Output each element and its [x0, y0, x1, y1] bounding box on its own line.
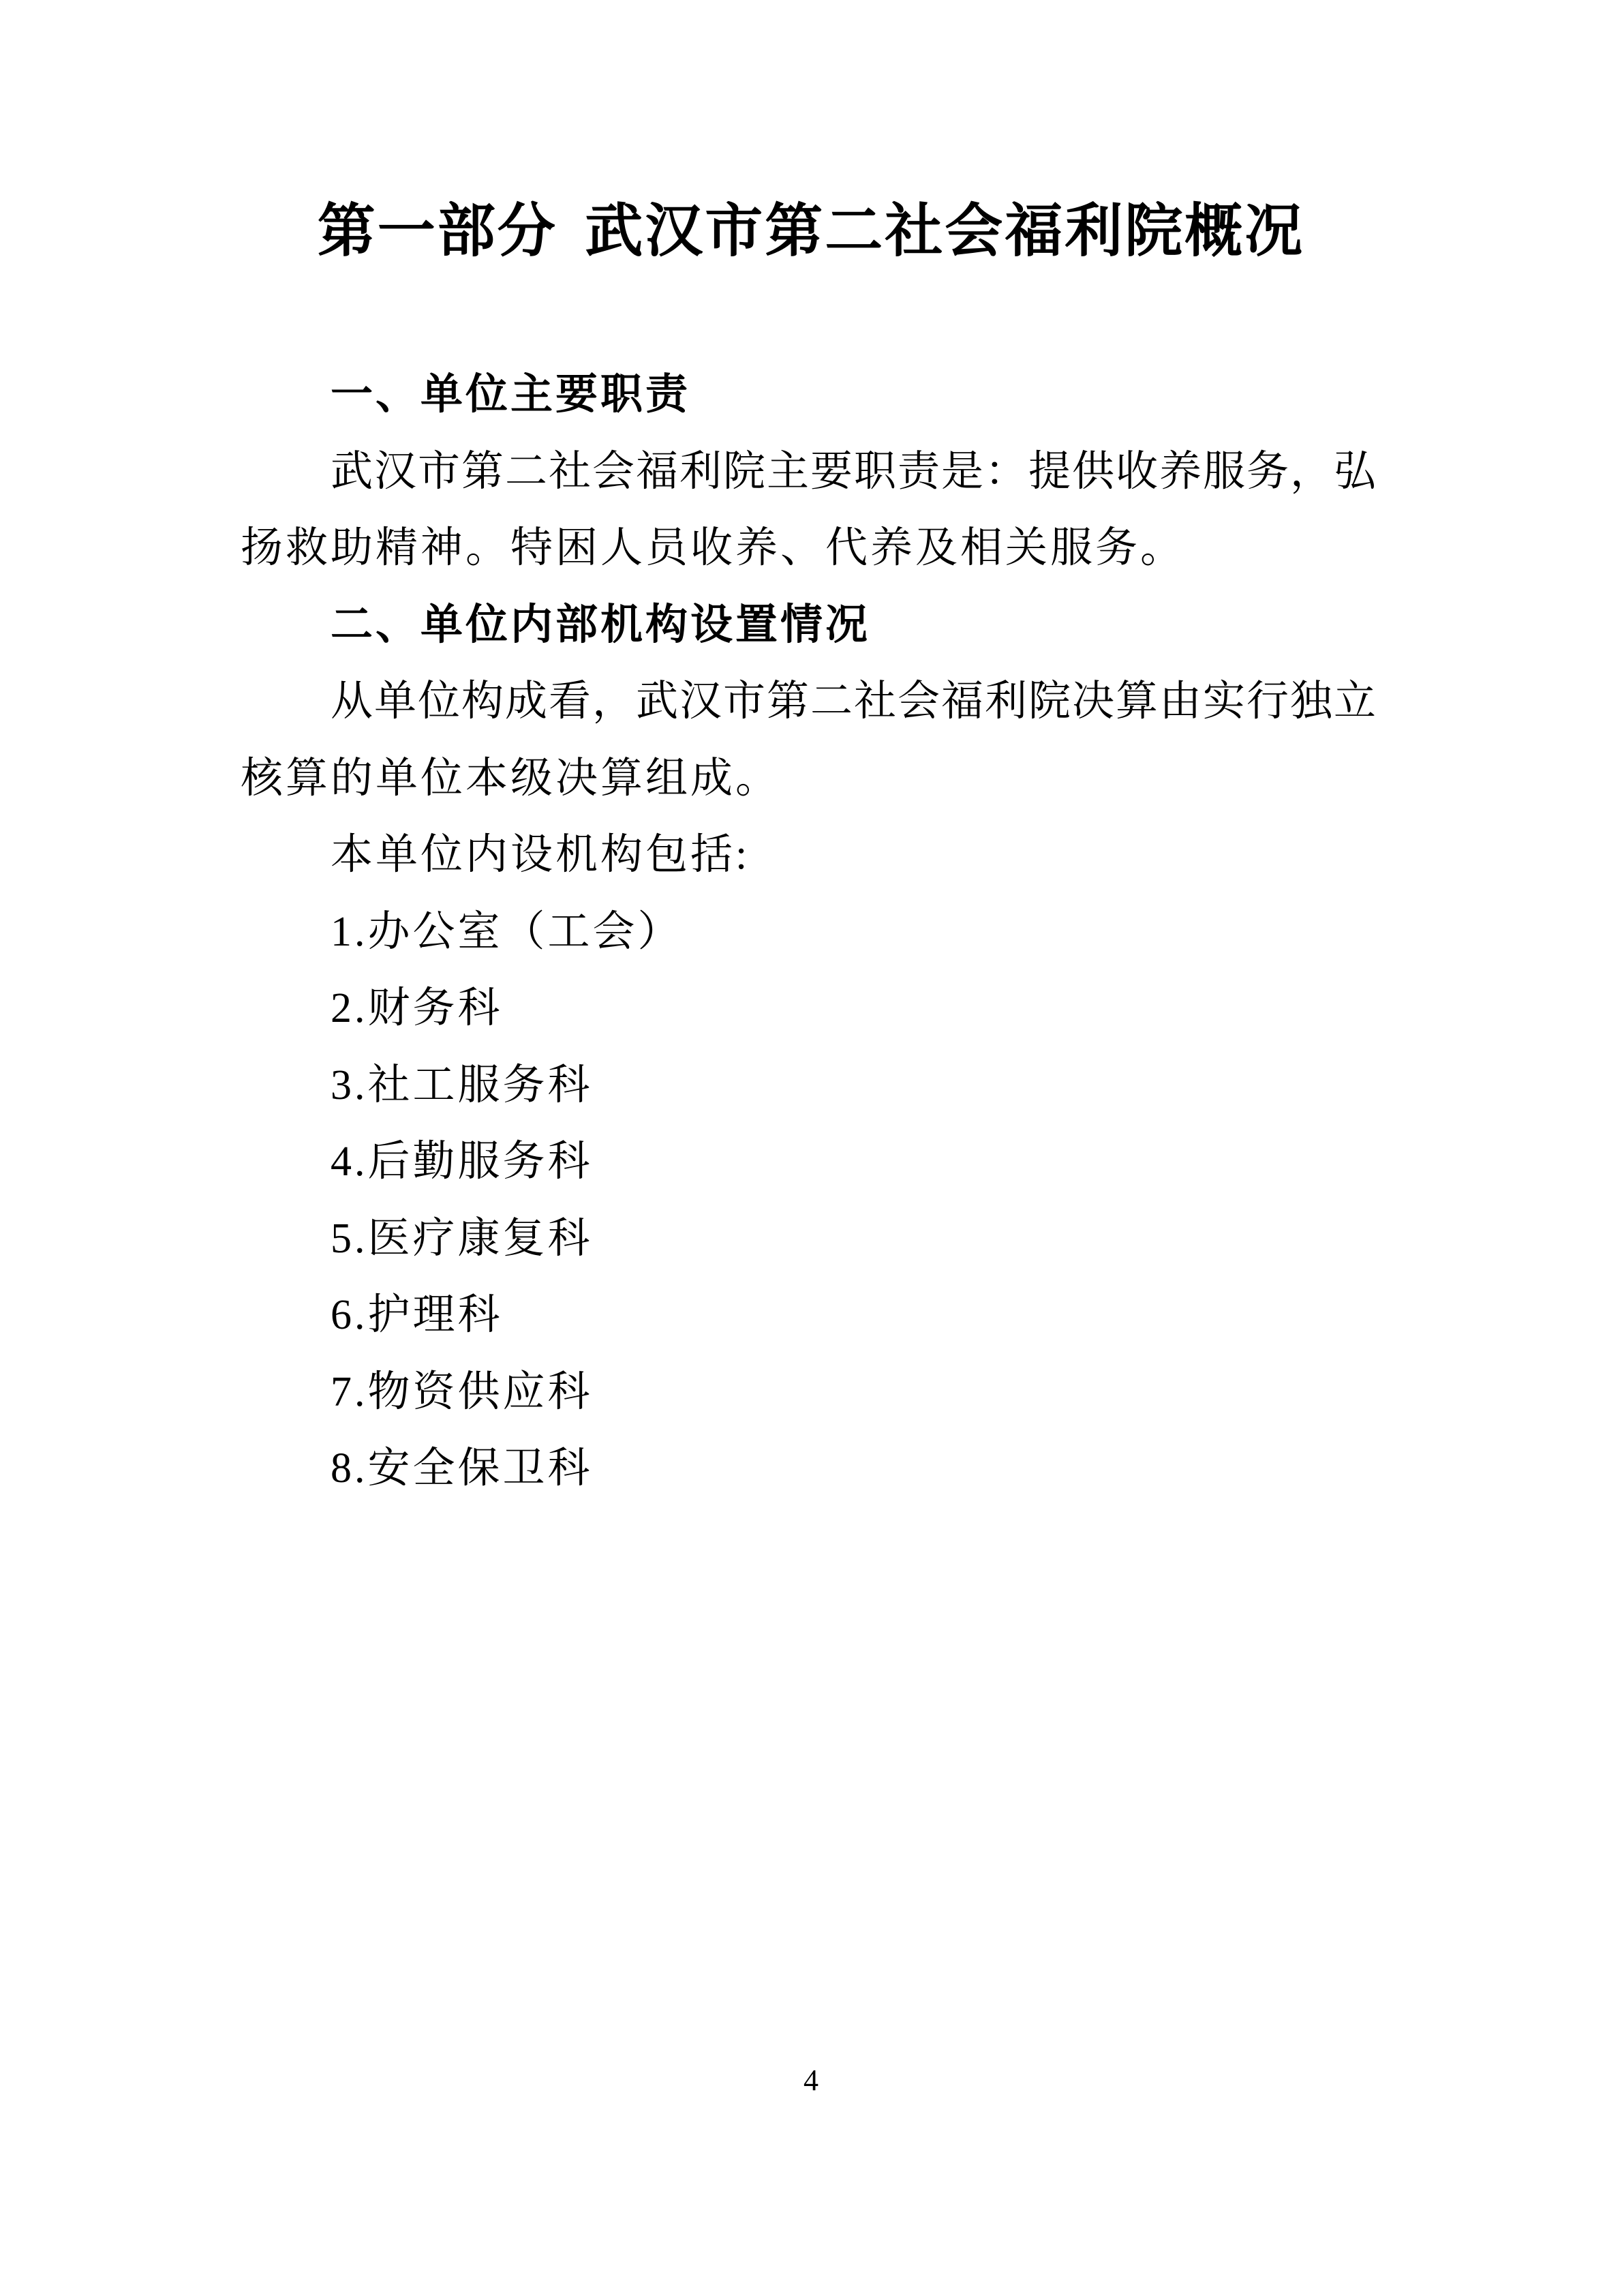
document-body: [241, 357, 1377, 1507]
paragraph-line: 核算的单位本级决算组成。: [241, 755, 781, 802]
department-list-item: 4.后勤服务科: [331, 1138, 593, 1185]
paragraph-line: 从单位构成看，武汉市第二社会福利院决算由实行独立: [331, 678, 1378, 725]
department-list-item: 3.社工服务科: [331, 1061, 593, 1108]
section-heading-unit-duties: 一、单位主要职责: [331, 371, 691, 418]
department-list-intro: 本单位内设机构包括:: [331, 832, 750, 878]
paragraph-line: 扬救助精神。特困人员收养、代养及相关服务。: [241, 525, 1186, 571]
document-title: 第一部分 武汉市第二社会福利院概况: [317, 199, 1305, 264]
department-list-item: 6.护理科: [331, 1292, 503, 1338]
paragraph-line: 武汉市第二社会福利院主要职责是：提供收养服务，弘: [331, 448, 1378, 495]
department-list-item: 5.医疗康复科: [331, 1215, 593, 1262]
department-list-item: 7.物资供应科: [331, 1368, 593, 1415]
section-heading-internal-structure: 二、单位内部机构设置情况: [331, 601, 871, 648]
department-list-item: 8.安全保卫科: [331, 1445, 593, 1492]
department-list-item: 2.财务科: [331, 985, 503, 1031]
page-number: 4: [804, 2064, 818, 2097]
department-list-item: 1.办公室（工会）: [331, 908, 683, 955]
